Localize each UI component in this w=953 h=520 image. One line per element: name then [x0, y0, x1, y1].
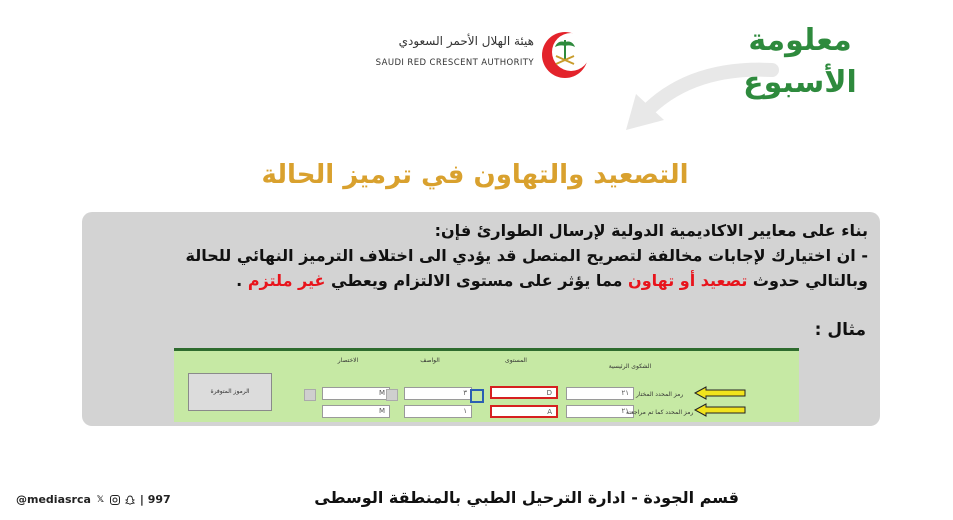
suffix-checkbox-1[interactable] [304, 389, 316, 401]
social-handle [16, 493, 171, 506]
weekly-info-line1: معلومة [748, 23, 852, 58]
level-field-2[interactable]: A [490, 405, 558, 418]
social-handle-text: @mediasrca [16, 493, 91, 506]
descriptor-field-2[interactable]: ١ [404, 405, 472, 418]
snapchat-icon [125, 494, 136, 505]
page-title: التصعيد والتهاون في ترميز الحالة [261, 160, 689, 190]
escalation-highlight: تصعيد أو تهاون [628, 271, 748, 290]
suffix-field-2[interactable]: M [322, 405, 390, 418]
body-line-3-c: . [236, 271, 248, 290]
level-blue-checkbox[interactable] [470, 389, 484, 403]
example-label: مثال : [814, 320, 866, 340]
example-form [174, 348, 799, 422]
yellow-arrow-icon [694, 403, 746, 417]
instagram-icon [110, 494, 121, 505]
weekly-info-line2: الأسبوع [743, 65, 857, 100]
body-line-3 [88, 268, 868, 293]
footer-department: قسم الجودة - ادارة الترحيل الطبي بالمنطقة الوسطى [314, 488, 739, 507]
non-compliant-highlight: غير ملتزم [247, 271, 326, 290]
authority-logo [374, 26, 604, 84]
logo-arabic-text: هيئة الهلال الأحمر السعودي [398, 34, 534, 48]
available-codes-button[interactable]: الرموز المتوفرة [188, 373, 272, 411]
header-level: المستوى [505, 357, 527, 364]
curved-arrow-icon [622, 60, 782, 140]
descriptor-field-1[interactable]: ٣ [404, 387, 472, 400]
header-suffix: الاختصار [337, 357, 359, 364]
complaint-field-1[interactable]: ٢١ [566, 387, 634, 400]
yellow-arrow-icon [694, 386, 746, 400]
header-complaint: الشكوى الرئيسية [608, 363, 652, 370]
logo-english-text: SAUDI RED CRESCENT AUTHORITY [375, 58, 534, 68]
header-descriptor: الواصف [420, 357, 440, 364]
body-line-2: - ان اختيارك لإجابات مخالفة لتصريح المتصل قد يؤدي الى اختلاف الترميز النهائي للحالة [185, 246, 868, 265]
level-field-1[interactable]: D [490, 386, 558, 399]
body-text [88, 218, 868, 293]
social-number: | 997 [139, 493, 171, 506]
body-line-3-b: مما يؤثر على مستوى الالتزام ويعطي [325, 271, 629, 290]
label-reviewed-code: رمز المحدد كما تم مراجعته [626, 409, 694, 416]
red-crescent-emblem-icon [540, 30, 590, 80]
label-selected-code: رمز المحدد المختار [636, 391, 684, 398]
suffix-field-1[interactable]: M [322, 387, 390, 400]
content-panel [82, 212, 880, 426]
body-line-1: بناء على معايير الاكاديمية الدولية لإرسال الطوارئ فإن: [434, 221, 868, 240]
descriptor-checkbox-1[interactable] [386, 389, 398, 401]
complaint-field-2[interactable]: ٢١ [566, 405, 634, 418]
body-line-3-a: وبالتالي حدوث [747, 271, 868, 290]
x-icon: 𝕏 [96, 494, 105, 505]
